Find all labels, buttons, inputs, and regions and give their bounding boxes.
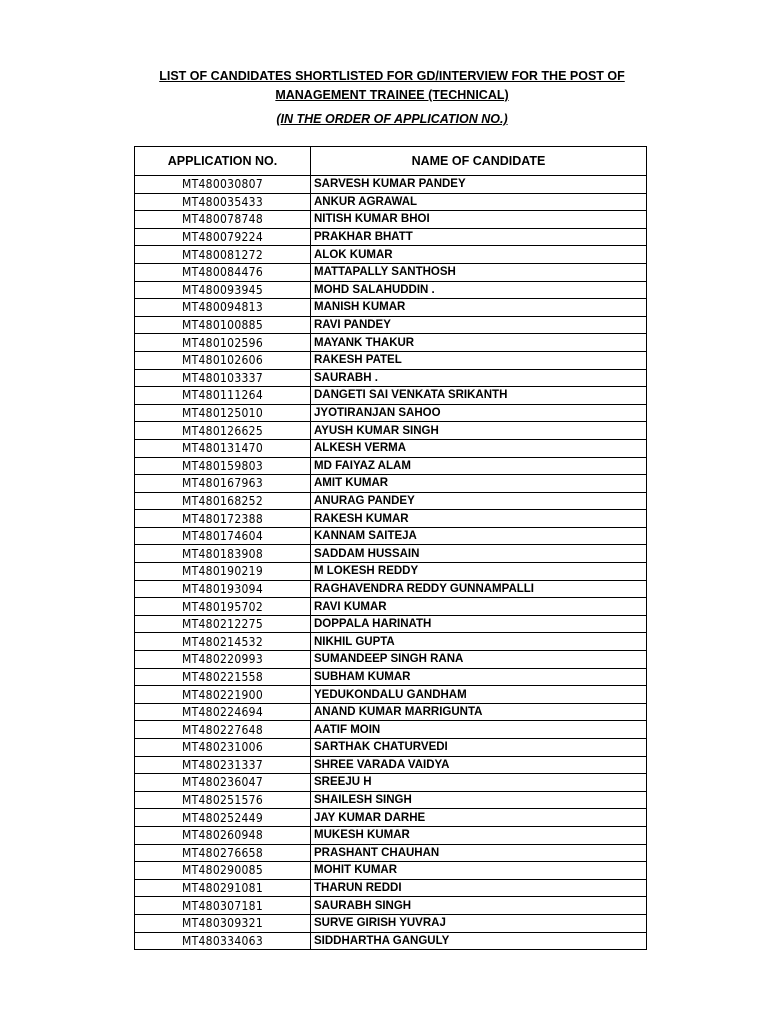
table-row: [135, 580, 647, 598]
table-row: [135, 457, 647, 475]
table-row: [135, 404, 647, 422]
table-header-row: [135, 147, 647, 176]
candidate-name-cell: SUMANDEEP SINGH RANA: [311, 651, 647, 669]
document-header: [0, 67, 768, 129]
table-row: [135, 387, 647, 405]
application-no-cell: MT480260948: [135, 826, 311, 844]
candidate-name-cell: MOHD SALAHUDDIN .: [311, 281, 647, 299]
column-header-name-of-candidate: NAME OF CANDIDATE: [311, 147, 647, 176]
candidate-name-cell: ANKUR AGRAWAL: [311, 193, 647, 211]
candidate-name-cell: SURVE GIRISH YUVRAJ: [311, 914, 647, 932]
table-row: [135, 475, 647, 493]
table-row: [135, 914, 647, 932]
candidate-name-cell: ALOK KUMAR: [311, 246, 647, 264]
table-row: [135, 211, 647, 229]
application-no-cell: MT480103337: [135, 369, 311, 387]
application-no-cell: MT480125010: [135, 404, 311, 422]
candidate-name-cell: THARUN REDDI: [311, 879, 647, 897]
candidate-name-cell: JAY KUMAR DARHE: [311, 809, 647, 827]
application-no-cell: MT480276658: [135, 844, 311, 862]
candidate-name-cell: SREEJU H: [311, 774, 647, 792]
table-row: [135, 176, 647, 194]
application-no-cell: MT480102606: [135, 351, 311, 369]
application-no-cell: MT480159803: [135, 457, 311, 475]
candidate-name-cell: KANNAM SAITEJA: [311, 527, 647, 545]
table-row: [135, 263, 647, 281]
application-no-cell: MT480126625: [135, 422, 311, 440]
application-no-cell: MT480094813: [135, 299, 311, 317]
document-title-line2: MANAGEMENT TRAINEE (TECHNICAL): [275, 88, 509, 102]
application-no-cell: MT480100885: [135, 316, 311, 334]
application-no-cell: MT480221558: [135, 668, 311, 686]
table-row: [135, 246, 647, 264]
candidate-name-cell: MATTAPALLY SANTHOSH: [311, 263, 647, 281]
candidate-name-cell: JYOTIRANJAN SAHOO: [311, 404, 647, 422]
application-no-cell: MT480078748: [135, 211, 311, 229]
candidate-name-cell: SHAILESH SINGH: [311, 791, 647, 809]
candidate-name-cell: RAVI KUMAR: [311, 598, 647, 616]
candidate-name-cell: RAVI PANDEY: [311, 316, 647, 334]
application-no-cell: MT480183908: [135, 545, 311, 563]
candidate-name-cell: ANAND KUMAR MARRIGUNTA: [311, 703, 647, 721]
candidate-name-cell: ANURAG PANDEY: [311, 492, 647, 510]
candidate-name-cell: SARVESH KUMAR PANDEY: [311, 176, 647, 194]
candidate-name-cell: MAYANK THAKUR: [311, 334, 647, 352]
table-row: [135, 879, 647, 897]
table-row: [135, 897, 647, 915]
table-row: [135, 598, 647, 616]
application-no-cell: MT480212275: [135, 615, 311, 633]
candidate-name-cell: DANGETI SAI VENKATA SRIKANTH: [311, 387, 647, 405]
application-no-cell: MT480220993: [135, 651, 311, 669]
candidate-name-cell: NIKHIL GUPTA: [311, 633, 647, 651]
candidate-name-cell: SIDDHARTHA GANGULY: [311, 932, 647, 950]
candidate-name-cell: SADDAM HUSSAIN: [311, 545, 647, 563]
candidate-name-cell: SHREE VARADA VAIDYA: [311, 756, 647, 774]
table-row: [135, 844, 647, 862]
table-row: [135, 774, 647, 792]
candidate-name-cell: SUBHAM KUMAR: [311, 668, 647, 686]
candidate-name-cell: SARTHAK CHATURVEDI: [311, 739, 647, 757]
table-row: [135, 686, 647, 704]
application-no-cell: MT480195702: [135, 598, 311, 616]
application-no-cell: MT480227648: [135, 721, 311, 739]
table-row: [135, 439, 647, 457]
application-no-cell: MT480079224: [135, 228, 311, 246]
candidate-name-cell: M LOKESH REDDY: [311, 563, 647, 581]
application-no-cell: MT480111264: [135, 387, 311, 405]
application-no-cell: MT480093945: [135, 281, 311, 299]
application-no-cell: MT480081272: [135, 246, 311, 264]
application-no-cell: MT480168252: [135, 492, 311, 510]
application-no-cell: MT480167963: [135, 475, 311, 493]
application-no-cell: MT480030807: [135, 176, 311, 194]
table-row: [135, 228, 647, 246]
table-row: [135, 703, 647, 721]
table-row: [135, 369, 647, 387]
candidate-name-cell: PRAKHAR BHATT: [311, 228, 647, 246]
candidate-name-cell: RAKESH PATEL: [311, 351, 647, 369]
table-row: [135, 351, 647, 369]
candidate-name-cell: DOPPALA HARINATH: [311, 615, 647, 633]
candidate-name-cell: RAGHAVENDRA REDDY GUNNAMPALLI: [311, 580, 647, 598]
candidate-name-cell: MANISH KUMAR: [311, 299, 647, 317]
table-row: [135, 545, 647, 563]
table-row: [135, 809, 647, 827]
application-no-cell: MT480172388: [135, 510, 311, 528]
table-row: [135, 193, 647, 211]
candidate-name-cell: YEDUKONDALU GANDHAM: [311, 686, 647, 704]
application-no-cell: MT480224694: [135, 703, 311, 721]
application-no-cell: MT480221900: [135, 686, 311, 704]
table-row: [135, 826, 647, 844]
table-row: [135, 615, 647, 633]
table-row: [135, 422, 647, 440]
document-title-line1: LIST OF CANDIDATES SHORTLISTED FOR GD/INTERVIEW FOR THE POST OF: [159, 69, 625, 83]
table-row: [135, 932, 647, 950]
candidate-name-cell: SAURABH SINGH: [311, 897, 647, 915]
application-no-cell: MT480290085: [135, 862, 311, 880]
application-no-cell: MT480291081: [135, 879, 311, 897]
application-no-cell: MT480309321: [135, 914, 311, 932]
application-no-cell: MT480174604: [135, 527, 311, 545]
application-no-cell: MT480231006: [135, 739, 311, 757]
table-row: [135, 334, 647, 352]
table-row: [135, 492, 647, 510]
table-row: [135, 527, 647, 545]
candidate-name-cell: SAURABH .: [311, 369, 647, 387]
table-row: [135, 563, 647, 581]
candidate-name-cell: AATIF MOIN: [311, 721, 647, 739]
table-row: [135, 316, 647, 334]
application-no-cell: MT480084476: [135, 263, 311, 281]
application-no-cell: MT480193094: [135, 580, 311, 598]
candidates-table: [134, 146, 647, 950]
table-row: [135, 739, 647, 757]
application-no-cell: MT480035433: [135, 193, 311, 211]
candidate-name-cell: MOHIT KUMAR: [311, 862, 647, 880]
candidate-name-cell: RAKESH KUMAR: [311, 510, 647, 528]
application-no-cell: MT480190219: [135, 563, 311, 581]
candidate-name-cell: NITISH KUMAR BHOI: [311, 211, 647, 229]
table-row: [135, 668, 647, 686]
candidate-name-cell: PRASHANT CHAUHAN: [311, 844, 647, 862]
application-no-cell: MT480307181: [135, 897, 311, 915]
table-row: [135, 633, 647, 651]
table-body: [135, 176, 647, 950]
candidate-name-cell: MUKESH KUMAR: [311, 826, 647, 844]
table-row: [135, 791, 647, 809]
column-header-application-no: APPLICATION NO.: [135, 147, 311, 176]
table-row: [135, 756, 647, 774]
application-no-cell: MT480252449: [135, 809, 311, 827]
table-row: [135, 281, 647, 299]
application-no-cell: MT480334063: [135, 932, 311, 950]
table-row: [135, 510, 647, 528]
table-row: [135, 299, 647, 317]
application-no-cell: MT480236047: [135, 774, 311, 792]
application-no-cell: MT480231337: [135, 756, 311, 774]
table-row: [135, 862, 647, 880]
table-row: [135, 721, 647, 739]
application-no-cell: MT480102596: [135, 334, 311, 352]
candidate-name-cell: ALKESH VERMA: [311, 439, 647, 457]
table-row: [135, 651, 647, 669]
candidate-name-cell: AYUSH KUMAR SINGH: [311, 422, 647, 440]
candidate-name-cell: AMIT KUMAR: [311, 475, 647, 493]
document-subtitle: (IN THE ORDER OF APPLICATION NO.): [276, 112, 508, 126]
application-no-cell: MT480131470: [135, 439, 311, 457]
application-no-cell: MT480214532: [135, 633, 311, 651]
application-no-cell: MT480251576: [135, 791, 311, 809]
candidate-name-cell: MD FAIYAZ ALAM: [311, 457, 647, 475]
